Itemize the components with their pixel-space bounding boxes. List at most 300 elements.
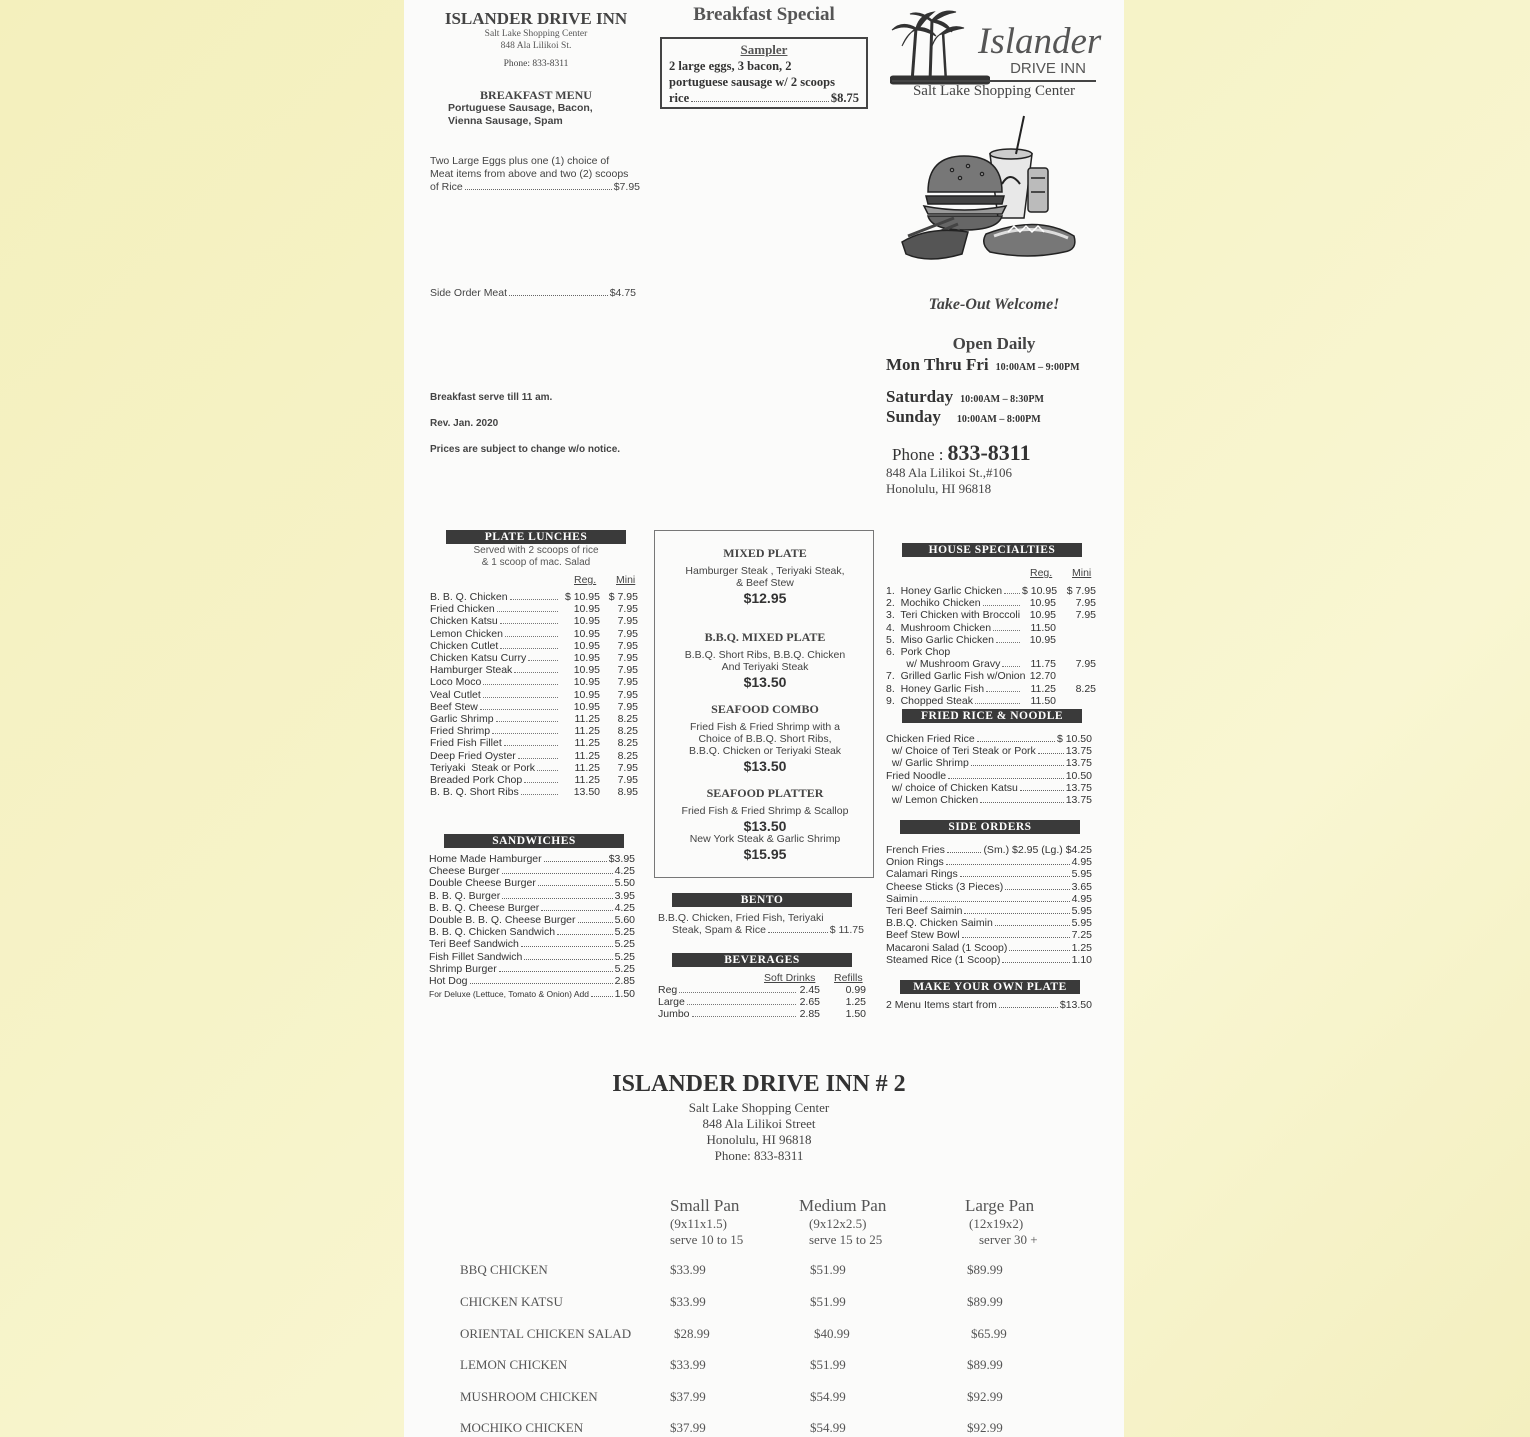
dot-leader [1009, 950, 1069, 951]
fried-rice-item [886, 782, 1092, 794]
plate-lunch-item [430, 737, 638, 749]
bento-price: $ 11.75 [829, 924, 864, 936]
plate-lunch-item-reg-price: 11.25 [574, 749, 600, 762]
house-specialty-item-name-cell [886, 634, 1022, 646]
side-order-item-price: 5.95 [1071, 905, 1092, 918]
dot-leader [510, 599, 558, 600]
plate-lunch-item-reg-price: 10.95 [573, 700, 600, 713]
sandwich-item [429, 853, 635, 865]
pan-small-header [670, 1196, 790, 1248]
hours-saturday [886, 387, 1044, 407]
house-specialties-header: HOUSE SPECIALTIES [902, 543, 1082, 557]
house-specialty-item-name: 7. Grilled Garlic Fish w/Onion [886, 670, 1026, 683]
side-order-item-name: French Fries [886, 844, 945, 856]
plate-lunch-item [430, 725, 638, 737]
logo-location: Salt Lake Shopping Center [912, 83, 1076, 99]
plate-lunch-item-name-cell [430, 762, 560, 774]
house-specialty-item [886, 597, 1096, 609]
house-specialty-item [886, 658, 1096, 670]
hours-address-1: 848 Ala Lilikoi St.,#106 [886, 465, 1013, 480]
side-order-item-price: 4.95 [1071, 892, 1092, 905]
plate-lunch-item-name: B. B. Q. Chicken [430, 591, 508, 603]
side-order-item-name: Onion Rings [886, 856, 944, 869]
sampler-line-1: 2 large eggs, 3 bacon, 2 [669, 59, 792, 73]
sampler-price: $8.75 [830, 91, 859, 105]
bento-desc-2: Steak, Spam & Rice [672, 924, 766, 936]
catering-phone: Phone: 833-8311 [714, 1148, 804, 1163]
plate-lunch-item-name: Hamburger Steak [430, 664, 513, 677]
catering-medium-price: $51.99 [810, 1357, 846, 1372]
dot-leader [544, 861, 607, 862]
catering-item-name: MUSHROOM CHICKEN [460, 1389, 598, 1404]
fried-rice-item [886, 745, 1092, 757]
plate-lunch-item-name-cell [430, 664, 560, 676]
hours-weekday-label: Mon Thru Fri [886, 355, 989, 374]
plate-lunch-item [430, 664, 638, 676]
catering-small-price: $37.99 [670, 1389, 706, 1404]
side-orders-header: SIDE ORDERS [900, 820, 1080, 834]
hours-weekday-time: 10:00AM – 9:00PM [995, 362, 1080, 373]
plate-lunch-item-name-cell [430, 676, 560, 688]
plate-lunch-item-mini-price: $ 7.95 [608, 591, 638, 603]
fried-rice-item-price: 13.75 [1065, 745, 1092, 758]
catering-medium-price: $54.99 [810, 1389, 846, 1404]
catering-item-name: ORIENTAL CHICKEN SALAD [460, 1326, 632, 1341]
plate-lunch-item-reg-price: 11.25 [574, 774, 600, 787]
side-order-item [886, 942, 1092, 954]
deluxe-addon-price: 1.50 [614, 988, 635, 1000]
plate-lunch-item-reg-price: 10.95 [573, 652, 600, 665]
dot-leader [496, 721, 558, 722]
plate-lunch-item [430, 774, 638, 786]
beverages-col-refills: Refills [834, 972, 863, 984]
house-specialty-item [886, 609, 1096, 621]
seafood-combo-desc [655, 721, 875, 757]
breakfast-note-prices: Prices are subject to change w/o notice. [430, 444, 621, 455]
house-specialty-item-reg-price: 11.50 [1030, 694, 1056, 707]
bbq-mixed-plate-title: B.B.Q. MIXED PLATE [704, 630, 826, 644]
side-order-item [886, 844, 1092, 856]
side-order-meat-name: Side Order Meat [430, 287, 508, 299]
house-specialty-item-name: 6. Pork Chop [886, 646, 951, 659]
dot-leader [986, 691, 1020, 692]
catering-item-name: CHICKEN KATSU [460, 1294, 563, 1309]
fried-rice-item-price: 13.75 [1065, 757, 1092, 770]
sandwich-item [429, 975, 635, 987]
combo-plates-box [654, 530, 874, 878]
plate-lunch-item-reg-price: 10.95 [573, 688, 600, 701]
plate-lunch-item-mini-price: 8.25 [617, 737, 638, 750]
menu-page [404, 0, 1124, 1437]
sandwich-item-price: 3.95 [614, 889, 635, 902]
catering-item-name: BBQ CHICKEN [460, 1262, 548, 1277]
plate-lunch-item-name-cell [430, 603, 560, 615]
dot-leader [521, 794, 558, 795]
breakfast-combo-price: $7.95 [613, 181, 640, 193]
plate-lunch-item-mini-price: 7.95 [617, 652, 638, 665]
plate-lunch-item-reg-price: 11.25 [574, 737, 600, 750]
catering-medium-price: $51.99 [810, 1294, 846, 1309]
dot-leader [1005, 889, 1069, 890]
fried-rice-item-name: w/ Choice of Teri Steak or Pork [886, 745, 1036, 758]
sandwich-item-price: 5.25 [614, 938, 635, 951]
side-order-item [886, 905, 1092, 917]
breakfast-combo-price-line [430, 181, 640, 194]
plate-lunch-item-mini-price: 7.95 [617, 688, 638, 701]
burger-fries-drink-icon [898, 114, 1084, 266]
seafood-platter-desc-2: New York Steak & Garlic Shrimp [689, 833, 841, 845]
fried-rice-item [886, 770, 1092, 782]
sandwich-item [429, 926, 635, 938]
house-specialty-item-reg-price: 10.95 [1029, 597, 1056, 610]
plate-lunch-item-name: Fried Fish Fillet [430, 737, 502, 750]
fried-rice-item-price: 10.50 [1065, 769, 1092, 782]
dot-leader [977, 741, 1055, 742]
side-order-item-price: (Sm.) $2.95 (Lg.) $4.25 [983, 844, 1092, 856]
beverage-name: Jumbo [658, 1008, 690, 1021]
plate-lunch-item-name-cell [430, 701, 560, 713]
dot-leader [502, 873, 613, 874]
plate-lunch-item [430, 640, 638, 652]
seafood-platter-price-1: $13.50 [743, 818, 787, 834]
plate-lunch-item-name-cell [430, 628, 560, 640]
house-specialty-item [886, 646, 1096, 658]
plate-lunch-item [430, 603, 638, 615]
sandwich-item-price: 4.25 [614, 901, 635, 914]
dot-leader [920, 901, 1069, 902]
house-specialty-item-name-cell [886, 585, 1022, 597]
plate-lunch-item-name: Garlic Shrimp [430, 713, 494, 726]
make-your-own-item [886, 999, 1092, 1011]
house-specialty-item-mini-price [1056, 634, 1096, 646]
catering-address-block [404, 1100, 1114, 1164]
plate-lunch-item-mini-price: 8.25 [617, 725, 638, 738]
house-specialty-item-reg-price: 10.95 [1029, 633, 1056, 646]
plate-lunch-item-name-cell [430, 786, 560, 798]
logo-underline [892, 80, 1096, 82]
beverage-name-cell [658, 984, 798, 996]
mixed-plate-price: $12.95 [743, 590, 787, 606]
fried-rice-item-name: w/ choice of Chicken Katsu [886, 781, 1018, 794]
plate-lunch-item-name: Loco Moco [430, 676, 482, 689]
fried-rice-item-price: $ 10.50 [1056, 733, 1092, 745]
breakfast-meats: Portuguese Sausage, Bacon, Vienna Sausage, Spam [448, 102, 593, 127]
plate-lunch-item-reg-price: 10.95 [573, 627, 600, 640]
sandwich-item-name: Fish Fillet Sandwich [429, 950, 523, 963]
fried-rice-item-price: 13.75 [1065, 781, 1092, 794]
dot-leader [521, 946, 613, 947]
house-specialty-item-name-cell [886, 670, 1026, 683]
house-specialty-item-reg-price: 11.25 [1030, 682, 1056, 695]
fried-rice-item-name: Chicken Fried Rice [886, 733, 975, 745]
fried-rice-item-price: 13.75 [1065, 794, 1092, 807]
pan-large-name: Large Pan [965, 1196, 1035, 1215]
beverages-header: BEVERAGES [672, 953, 852, 967]
dot-leader [960, 876, 1070, 877]
pan-medium-size: (9x12x2.5) [809, 1216, 867, 1231]
seafood-combo-desc-2: Choice of B.B.Q. Short Ribs, [698, 733, 832, 745]
house-specialty-item-name-cell [886, 609, 1022, 621]
side-order-item [886, 917, 1092, 929]
dot-leader [504, 745, 558, 746]
sampler-box [660, 37, 868, 109]
beverage-name-cell [658, 1008, 798, 1020]
house-specialty-item [886, 683, 1096, 695]
house-specialty-item [886, 622, 1096, 634]
plate-lunch-item [430, 652, 638, 664]
sandwich-item-name: Double B. B. Q. Cheese Burger [429, 914, 576, 927]
house-specialty-item [886, 634, 1096, 646]
make-your-own-price: $13.50 [1059, 999, 1092, 1011]
dot-leader [480, 709, 558, 710]
plate-lunch-item-name: Fried Chicken [430, 603, 495, 616]
mixed-plate-desc-2: & Beef Stew [736, 577, 794, 589]
house-specialty-item-name-cell [886, 658, 1022, 670]
plate-lunch-item-reg-price: 11.25 [574, 761, 600, 774]
bbq-mixed-plate-desc [655, 649, 875, 673]
side-order-item [886, 856, 1092, 868]
dot-leader [1038, 753, 1064, 754]
dot-leader [518, 758, 558, 759]
sampler-price-line [669, 90, 859, 106]
bbq-mixed-plate-desc-1: B.B.Q. Short Ribs, B.B.Q. Chicken [684, 649, 846, 661]
plate-lunch-item-name: Veal Cutlet [430, 688, 481, 701]
breakfast-combo-desc-1: Two Large Eggs plus one (1) choice of [430, 155, 610, 167]
house-specialty-item-name: 9. Chopped Steak [886, 694, 973, 707]
dot-leader [502, 898, 612, 899]
breakfast-header-address: 848 Ala Lilikoi St. [500, 41, 572, 51]
plate-lunch-item-reg-price: 11.25 [574, 725, 600, 738]
dot-leader [948, 778, 1064, 779]
fried-rice-item [886, 733, 1092, 745]
house-specialty-item-name: 3. Teri Chicken with Broccoli [886, 609, 1021, 622]
plate-lunches-col-mini: Mini [616, 574, 636, 586]
beverage-refill-price: 1.25 [845, 996, 866, 1009]
sandwiches-list [429, 853, 635, 987]
hours-weekday [886, 355, 1080, 375]
plate-lunches-col-reg: Reg. [574, 574, 597, 586]
house-specialty-item-reg-price: 10.95 [1029, 609, 1056, 622]
seafood-combo-desc-1: Fried Fish & Fried Shrimp with a [690, 721, 840, 733]
mixed-plate-desc [655, 565, 875, 589]
side-order-item-price: 5.95 [1071, 868, 1092, 881]
fried-rice-item-name: w/ Garlic Shrimp [886, 757, 969, 770]
breakfast-special-title: Breakfast Special [693, 4, 835, 25]
sandwich-item [429, 902, 635, 914]
seafood-combo-title: SEAFOOD COMBO [711, 702, 819, 716]
beverage-name: Large [658, 996, 685, 1009]
plate-lunch-item-name: Chicken Katsu Curry [430, 652, 527, 665]
seafood-combo-desc-3: B.B.Q. Chicken or Teriyaki Steak [688, 745, 842, 757]
beverage-name: Reg [658, 984, 678, 996]
pan-large-serve: server 30 + [979, 1232, 1038, 1247]
house-col-mini: Mini [1072, 567, 1092, 579]
breakfast-combo-name: of Rice [430, 181, 463, 193]
dot-leader [557, 934, 613, 935]
breakfast-header-phone: Phone: 833-8311 [503, 59, 569, 69]
sandwich-item-name: Teri Beef Sandwich [429, 938, 519, 951]
house-specialty-item-name-cell [886, 683, 1022, 695]
sandwich-item-name: Cheese Burger [429, 865, 500, 878]
house-specialty-item-mini-price [1056, 695, 1096, 707]
catering-large-price: $89.99 [967, 1294, 1003, 1309]
catering-large-price: $89.99 [967, 1357, 1003, 1372]
dot-leader [1004, 593, 1020, 594]
plate-lunches-sub-2: & 1 scoop of mac. Salad [481, 557, 591, 568]
mixed-plate-title: MIXED PLATE [723, 546, 807, 560]
catering-large-price: $89.99 [967, 1262, 1003, 1277]
dot-leader [524, 959, 612, 960]
side-order-item [886, 868, 1092, 880]
fried-rice-item-name: w/ Lemon Chicken [886, 794, 979, 807]
side-order-item [886, 881, 1092, 893]
breakfast-header-location: Salt Lake Shopping Center [484, 29, 588, 39]
side-order-item [886, 929, 1092, 941]
pan-large-header [965, 1196, 1105, 1248]
dot-leader [947, 852, 982, 853]
catering-item-name: MOCHIKO CHICKEN [460, 1420, 584, 1435]
side-order-item-price: 1.25 [1071, 941, 1092, 954]
catering-large-price: $92.99 [967, 1389, 1003, 1404]
mixed-plate-desc-1: Hamburger Steak , Teriyaki Steak, [685, 565, 845, 577]
pan-medium-serve: serve 15 to 25 [809, 1232, 883, 1247]
house-specialty-item-mini-price [1056, 670, 1096, 682]
sandwich-item-name: B. B. Q. Chicken Sandwich [429, 926, 556, 939]
seafood-platter-price-2: $15.95 [743, 846, 787, 862]
dot-leader [538, 885, 613, 886]
seafood-platter-desc-1: Fried Fish & Fried Shrimp & Scallop [681, 805, 849, 817]
plate-lunch-item-mini-price: 7.95 [617, 761, 638, 774]
fried-rice-header: FRIED RICE & NOODLE [902, 709, 1082, 723]
plate-lunch-item [430, 762, 638, 774]
islander-logo [890, 4, 1100, 86]
house-specialty-item-reg-price: 11.75 [1030, 658, 1056, 671]
plate-lunch-item-mini-price: 7.95 [617, 603, 638, 616]
beverage-refill-price: 1.50 [845, 1008, 866, 1021]
seafood-platter-title: SEAFOOD PLATTER [706, 786, 824, 800]
sandwich-item [429, 890, 635, 902]
side-order-item-name: Teri Beef Saimin [886, 905, 963, 918]
beverages-col-soft: Soft Drinks [764, 972, 816, 984]
sandwich-item-price: 5.25 [614, 962, 635, 975]
fried-rice-item [886, 757, 1092, 769]
side-orders-list [886, 844, 1092, 966]
dot-leader [962, 937, 1070, 938]
logo-brand: Islander [978, 21, 1102, 62]
plate-lunch-item-mini-price: 8.95 [617, 786, 638, 799]
plate-lunch-item-name: Lemon Chicken [430, 627, 503, 640]
catering-title: ISLANDER DRIVE INN # 2 [612, 1071, 906, 1097]
breakfast-combo [430, 155, 640, 194]
house-specialty-item-name-cell [886, 597, 1022, 609]
catering-address: 848 Ala Lilikoi Street [702, 1116, 816, 1131]
house-specialty-item-reg-price: $ 10.95 [1022, 585, 1058, 597]
pan-small-name: Small Pan [670, 1196, 740, 1215]
catering-small-price: $33.99 [670, 1294, 706, 1309]
beverage-item [658, 996, 866, 1008]
dot-leader [578, 922, 613, 923]
hours-phone-label: Phone : [892, 445, 944, 464]
house-specialty-item-reg-price: 12.70 [1029, 670, 1056, 683]
fried-rice-list [886, 733, 1092, 806]
house-specialty-item-name: 8. Honey Garlic Fish [886, 682, 985, 695]
sandwich-item-name: B. B. Q. Burger [429, 889, 501, 902]
side-order-item-name: Cheese Sticks (3 Pieces) [886, 880, 1004, 893]
plate-lunch-item-mini-price: 7.95 [617, 615, 638, 628]
plate-lunch-item-reg-price: 10.95 [573, 676, 600, 689]
plate-lunch-item-reg-price: 13.50 [573, 786, 600, 799]
dot-leader [514, 672, 558, 673]
side-order-item-price: 3.65 [1071, 880, 1092, 893]
bbq-mixed-plate-desc-2: And Teriyaki Steak [721, 661, 809, 673]
dot-leader [541, 910, 612, 911]
plate-lunches-sub-1: Served with 2 scoops of rice [473, 545, 599, 556]
plate-lunch-item [430, 786, 638, 798]
catering-city: Honolulu, HI 96818 [706, 1132, 812, 1147]
side-order-meat-price: $4.75 [609, 287, 636, 299]
pan-medium-name: Medium Pan [799, 1196, 887, 1215]
dot-leader [537, 770, 558, 771]
plate-lunch-item [430, 750, 638, 762]
side-order-item-name: Calamari Rings [886, 868, 958, 881]
side-order-item-name: Macaroni Salad (1 Scoop) [886, 941, 1008, 954]
pan-medium-header [799, 1196, 939, 1248]
side-order-item-price: 5.95 [1071, 917, 1092, 930]
beverage-refill-price: 0.99 [845, 984, 866, 996]
fried-rice-item [886, 794, 1092, 806]
dot-leader [497, 611, 558, 612]
dot-leader [983, 605, 1020, 606]
house-specialty-item-mini-price: $ 7.95 [1066, 585, 1096, 597]
side-order-item [886, 954, 1092, 966]
dot-leader [980, 802, 1064, 803]
make-your-own-header: MAKE YOUR OWN PLATE [900, 980, 1080, 994]
plate-lunch-item [430, 701, 638, 713]
sandwich-item-price: 5.25 [614, 926, 635, 939]
side-order-item-name: Saimin [886, 892, 919, 905]
catering-medium-price: $54.99 [810, 1420, 846, 1435]
catering-large-price: $65.99 [971, 1326, 1007, 1341]
sandwich-item [429, 865, 635, 877]
plate-lunch-item-name-cell [430, 774, 560, 786]
plate-lunch-item-name-cell [430, 750, 560, 762]
breakfast-menu-title: BREAKFAST MENU [480, 88, 592, 102]
side-order-item-name: Steamed Rice (1 Scoop) [886, 953, 1001, 966]
plate-lunch-item [430, 615, 638, 627]
house-specialty-item-name: w/ Mushroom Gravy [886, 658, 1001, 671]
hours-sunday-time: 10:00AM – 8:00PM [956, 414, 1041, 425]
bento-desc-1: B.B.Q. Chicken, Fried Fish, Teriyaki [658, 912, 824, 924]
fried-rice-item-name: Fried Noodle [886, 769, 947, 782]
plate-lunch-item-name: Teriyaki Steak or Pork [430, 761, 536, 774]
sandwich-item-name: Home Made Hamburger [429, 853, 542, 865]
catering-medium-price: $40.99 [814, 1326, 850, 1341]
plate-lunch-item-mini-price: 8.25 [617, 749, 638, 762]
plate-lunches-list [430, 591, 638, 798]
dot-leader [996, 642, 1020, 643]
seafood-combo-price: $13.50 [743, 758, 787, 774]
plate-lunch-item-reg-price: 11.25 [574, 713, 600, 726]
house-specialty-item-mini-price [1056, 646, 1096, 658]
plate-lunch-item-name-cell [430, 725, 560, 737]
sandwich-item-price: 4.25 [614, 865, 635, 878]
plate-lunch-item-name-cell [430, 652, 560, 664]
sandwich-item-price: $3.95 [608, 853, 635, 865]
catering-location: Salt Lake Shopping Center [688, 1100, 830, 1115]
dot-leader [687, 1004, 796, 1005]
dot-leader [995, 925, 1070, 926]
catering-small-price: $28.99 [674, 1326, 710, 1341]
